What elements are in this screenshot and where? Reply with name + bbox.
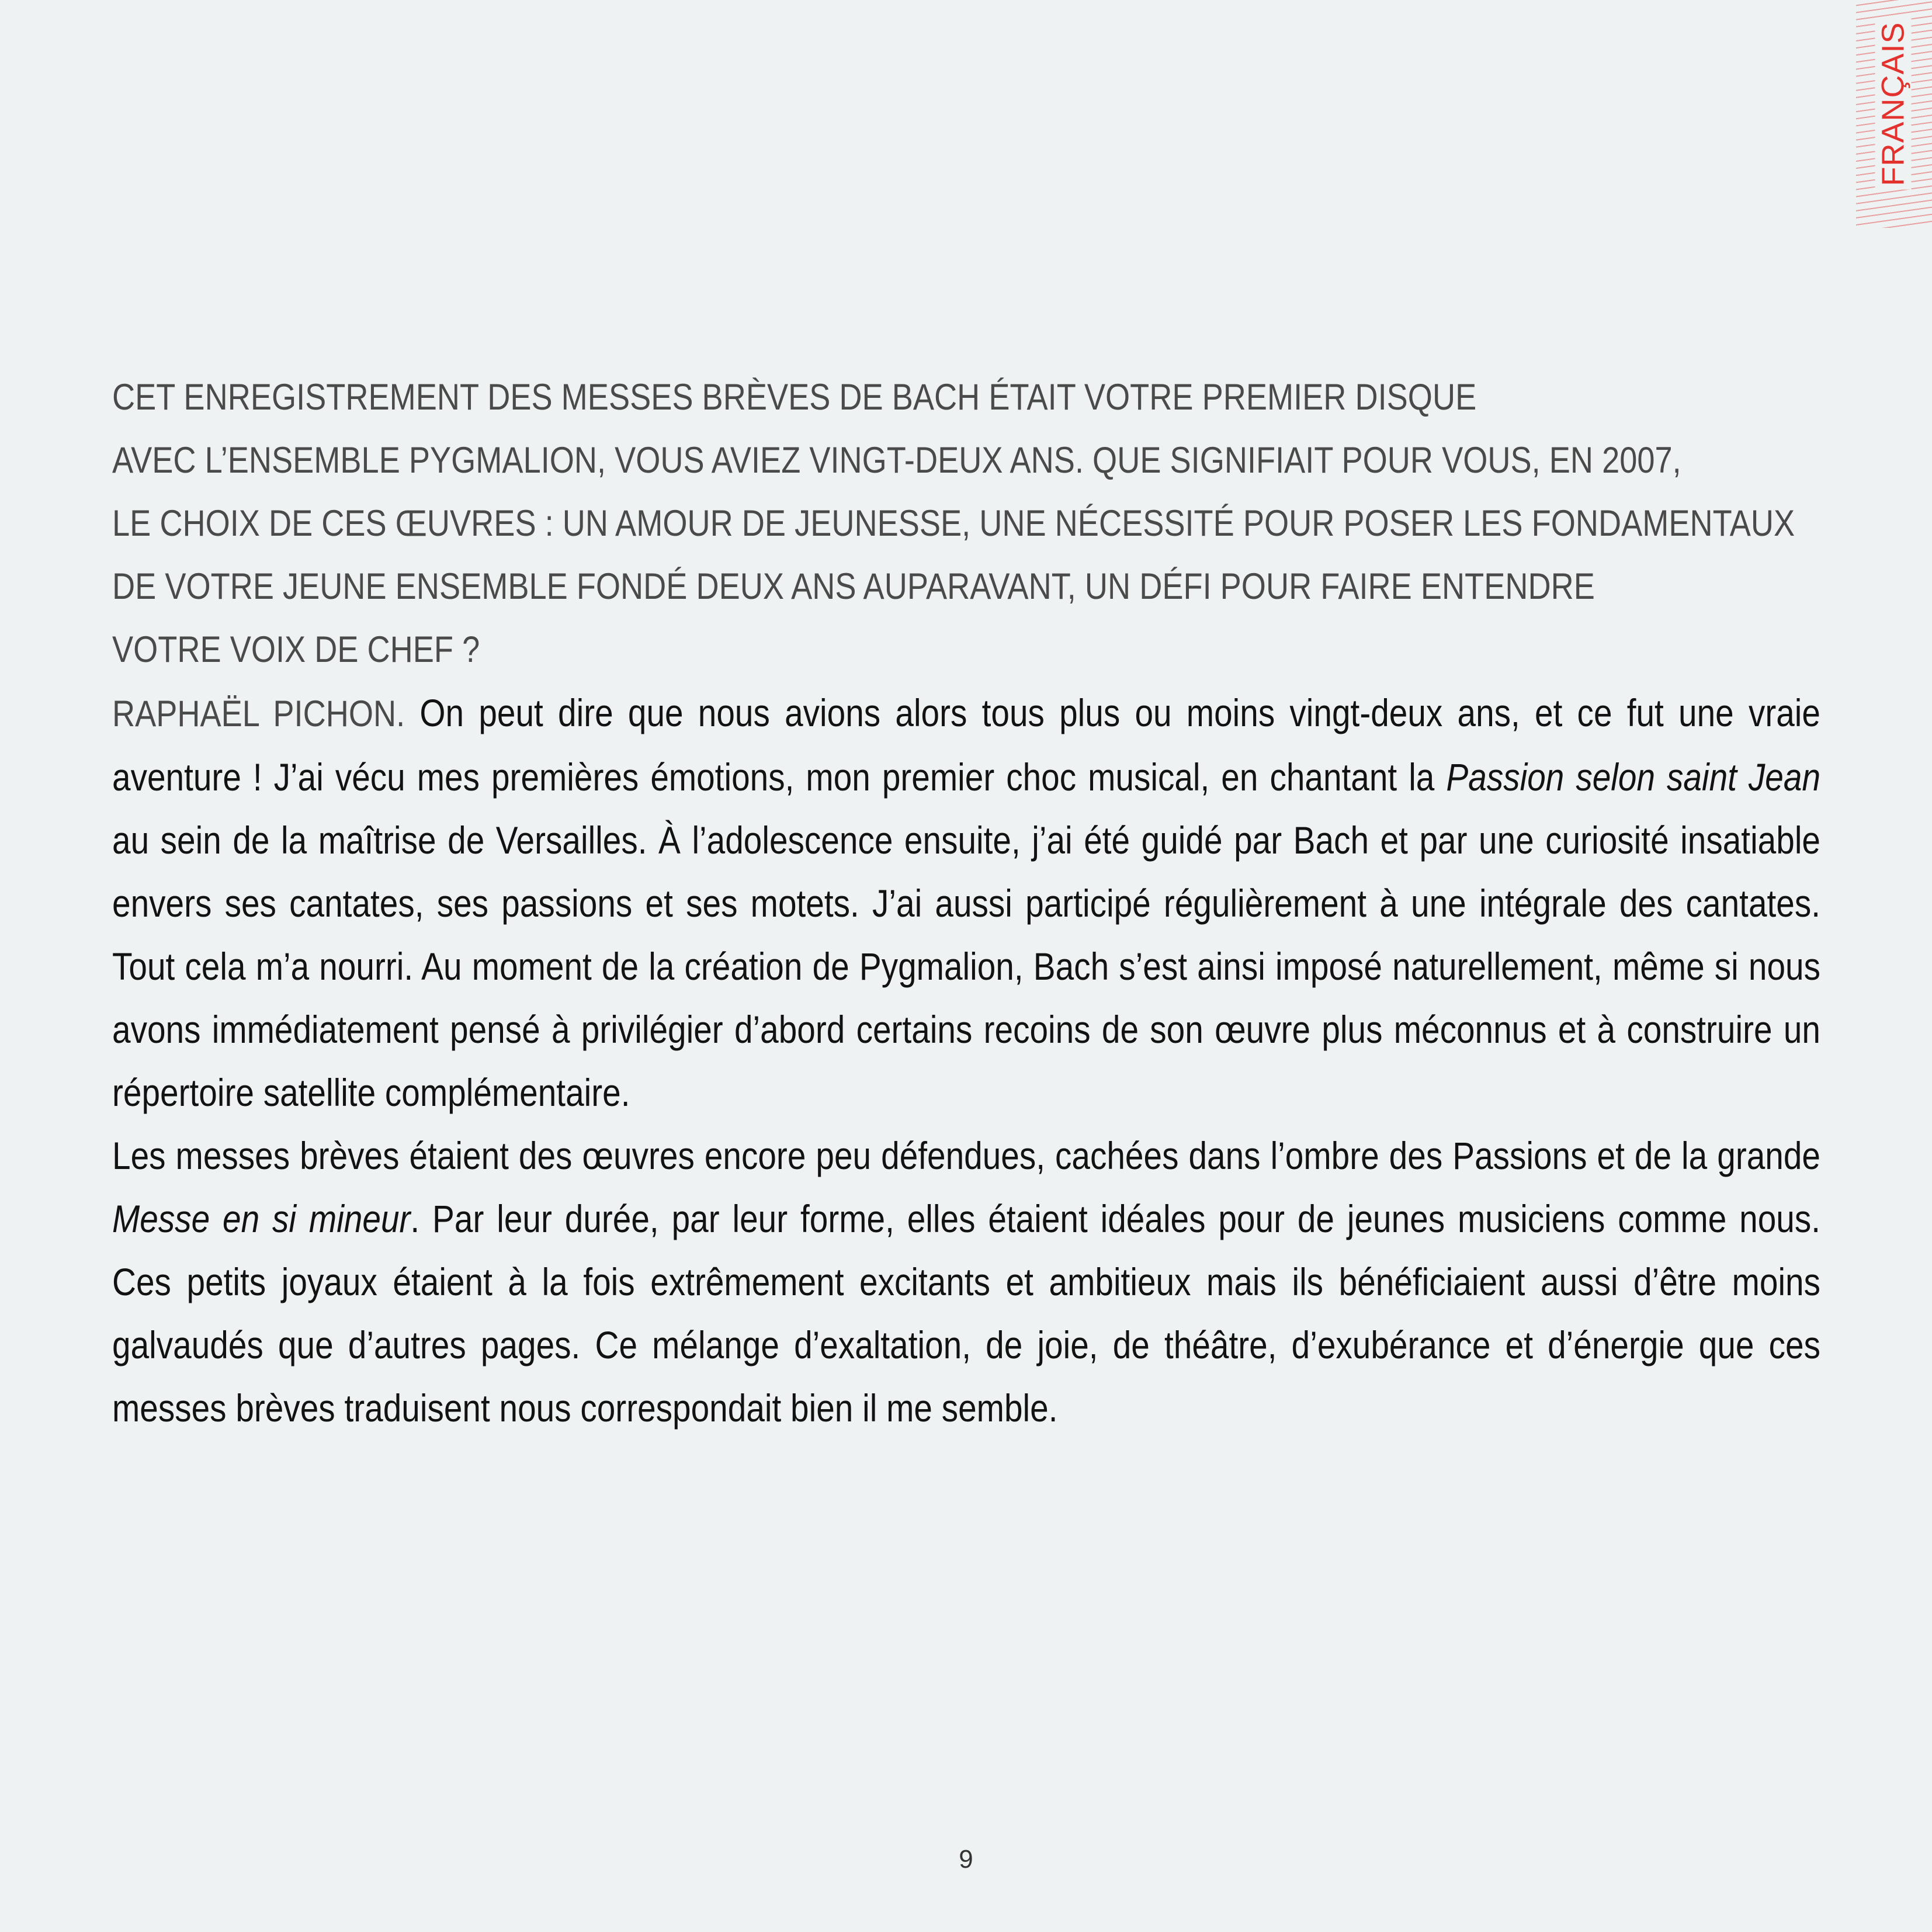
- interview-question: [112, 366, 1820, 681]
- question-line: AVEC L’ENSEMBLE PYGMALION, VOUS AVIEZ VINGT-DEUX ANS. QUE SIGNIFIAIT POUR VOUS, EN 2007,: [112, 440, 1681, 481]
- question-line: VOTRE VOIX DE CHEF ?: [112, 629, 480, 670]
- question-line: DE VOTRE JEUNE ENSEMBLE FONDÉ DEUX ANS AUPARAVANT, UN DÉFI POUR FAIRE ENTENDRE: [112, 566, 1595, 607]
- work-title: Messe en si mineur: [112, 1197, 411, 1240]
- language-label: FRANÇAIS: [1875, 18, 1912, 189]
- speaker-name: RAPHAËL PICHON.: [112, 693, 405, 734]
- language-tab: [1876, 22, 1911, 186]
- interview-content: [112, 366, 1820, 1440]
- answer-text: au sein de la maîtrise de Versailles. À l’adolescence ensuite, j’ai été guidé par Bach et par une curiosité insatiable envers ses cantates, ses passions et ses motets. J’ai aussi participé régulièrement à une intégrale des cantates. Tout cela m’a nourri. Au moment de la création de Pygmalion, Bach s’est ainsi imposé naturellement, même si nous avons immédiatement pensé à privilégier d’abord certains recoins de son œuvre plus méconnus et à construire un répertoire satellite complémentaire.: [112, 818, 1820, 1114]
- question-line: CET ENREGISTREMENT DES MESSES BRÈVES DE BACH ÉTAIT VOTRE PREMIER DISQUE: [112, 377, 1477, 418]
- page-number: 9: [959, 1845, 973, 1874]
- work-title: Passion selon saint Jean: [1446, 755, 1821, 799]
- answer-text: . Par leur durée, par leur forme, elles étaient idéales pour de jeunes musiciens comme nous. Ces petits joyaux étaient à la fois extrêmement excitants et ambitieux mais ils bénéficiaient aussi d’être moins galvaudés que d’autres pages. Ce mélange d’exaltation, de joie, de théâtre, d’exubérance et d’énergie que ces messes brèves traduisent nous correspondait bien il me semble.: [112, 1197, 1820, 1430]
- answer-text: On peut dire que nous avions alors tous plus ou moins vingt-deux ans, et ce fut une vraie aventure ! J’ai vécu mes premières émotions, mon premier choc musical, en chantant la: [112, 691, 1820, 799]
- question-line: LE CHOIX DE CES ŒUVRES : UN AMOUR DE JEUNESSE, UNE NÉCESSITÉ POUR POSER LES FONDAMENTAUX: [112, 503, 1795, 544]
- answer-text: Les messes brèves étaient des œuvres encore peu défendues, cachées dans l’ombre des Passions et de la grande: [112, 1134, 1820, 1177]
- answer-paragraph-2: [112, 1124, 1820, 1440]
- answer-paragraph-1: [112, 681, 1820, 1124]
